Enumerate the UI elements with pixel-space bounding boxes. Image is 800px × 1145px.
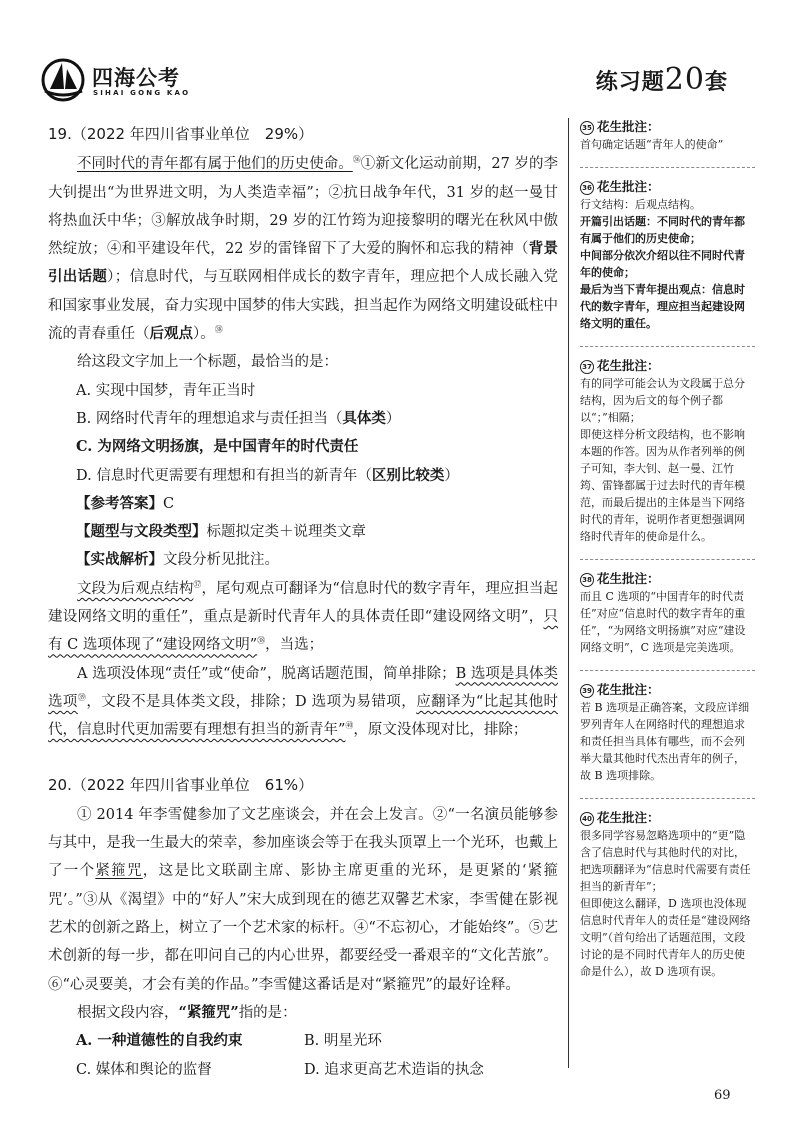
answer-line: 【参考答案】C [76,494,175,512]
note-36: 36 花生批注： 行文结构：后观点结构。 开篇引出话题：不同时代的青年都有属于他们的历史使命； 中间部分依次介绍以往不同时代青年的使命； 最后为当下青年提出观点：信息时代的数字青年，理应担当起建设网络文明的重任。 [580,179,745,330]
question-20-passage: ① 2014 年李雪健参加了文艺座谈会，并在会上发言。②“一名演员能够参与其中，是我一生最大的荣幸，参加座谈会等于在我头顶罩上一个光环，也戴上了一个紧箍咒，这是比文联副主席、影协主席更重的光环，是更紧的‘紧箍咒’。”③从《渴望》中的“好人”宋大成到现在的德艺双馨艺术家，李雪健在影视艺术的创新之路上，树立了一个艺术家的标杆。④“不忘初心，才能始终”。⑤艺术创新的每一步，都在叩问自己的内心世界，都要经受一番艰辛的“文化苦旅”。⑥“心灵要美，才会有美的作品。”李雪健这番话是对“紧箍咒”的最好诠释。 [48,806,559,993]
side-notes [580,118,755,994]
question-20-prompt: 根据文段内容，“紧箍咒”指的是： [77,1003,297,1021]
note-35: 35 花生批注： 首句确定话题“青年人的使命” [580,119,724,151]
question-19-passage: 不同时代的青年都有属于他们的历史使命。$^㊱$①新文化运动前期，27 岁的李大钊提出“为世界进文明，为人类造幸福”；②抗日战争年代，31 岁的赵一曼甘将热血沃中华；③解放战争时期，29 岁的江竹筠为迎接黎明的曙光在秋风中傲然绽放；④和平建设年代，22 岁的雷锋留下了大爱的胸怀和忘我的精神（背景引出话题）；信息时代，与互联网相伴成长的数字青年，理应把个人成长融入党和国家事业发展，奋力实现中国梦的伟大实践，担当起作为网络文明建设砥柱中流的青春重任（后观点）。$^㊳$ [48,155,559,343]
options-row-2 [48,1056,558,1084]
set-title: 练习题20套 [595,62,728,97]
question-20-header: 20.（2022 年四川省事业单位 61%） [48,775,314,794]
analysis-paragraph-1: 文段为后观点结构$^㊲$，尾句观点可翻译为“信息时代的数字青年，理应担当起建设网络文明的重任”，重点是新时代青年人的具体责任即“建设网络文明”，只有 C 选项体现了“建设网络文明”$^㊳$，当选； [48,579,559,654]
option-a: A. 一种道德性的自我约束 [76,1032,243,1050]
note-40: 40 花生批注： 很多同学容易忽略选项中的“更”隐含了信息时代与其他时代的对比，把选项翻译为“信息时代需要有责任担当的新青年”； 但即使这么翻译，D 选项也没体现信息时代青年人的责任是“建设网络文明”（首句给出了话题范围，文段讨论的是不同时代青年人的历史使命是什么），故 D 选项有误。 [580,810,751,978]
type-line: 【题型与文段类型】标题拟定类＋说理类文章 [76,523,366,541]
divider [580,798,755,799]
column-divider [568,118,569,1068]
option-c: C. 为网络文明扬旗，是中国青年的时代责任 [76,438,359,456]
logo-subtext: SIHAI GONG KAO [93,89,191,97]
note-37: 37 花生批注： 有的同学可能会认为文段属于总分结构，因为后文的每个例子都以“；”相隔； 即使这样分析文段结构，也不影响本题的作答。因为从作者列举的例子可知，李大钊、赵一曼、江竹筠、雷锋都属于过去时代的青年模范，而最后提出的主体是当下网络时代的青年，说明作者更想强调网络时代青年的使命是什么。 [580,358,745,543]
note-39: 39 花生批注： 若 B 选项是正确答案，文段应详细罗列青年人在网络时代的理想追求和责任担当具体有哪些，而不会列举大量其他时代杰出青年的例子，故 B 选项排除。 [580,682,750,782]
option-b: B. 明星光环 [304,1033,382,1050]
option-d: D. 信息时代更需要有理想和有担当的新青年（区别比较类） [76,466,459,484]
note-number-badge: 39 [580,684,594,698]
note-number-badge: 35 [580,121,594,135]
question-19-header: 19.（2022 年四川省事业单位 29%） [48,125,314,143]
option-c: C. 媒体和舆论的监督 [76,1061,212,1078]
option-d: D. 追求更高艺术造诣的执念 [304,1061,484,1078]
divider [580,670,755,671]
option-a: A. 实现中国梦，青年正当时 [76,382,256,399]
note-38: 38 花生批注： 而且 C 选项的“中国青年的时代责任”对应“信息时代的数字青年的重任”，“为网络文明扬旗”对应“建设网络文明”，C 选项是完美选项。 [580,571,746,654]
options-row-1 [48,1027,558,1055]
divider [580,346,755,347]
note-number-badge: 36 [580,181,594,195]
note-number-badge: 37 [580,360,594,374]
note-number-badge: 40 [580,812,594,826]
page-number: 69 [714,1088,731,1103]
main-content [48,120,558,1084]
analysis-paragraph-2: A 选项没体现“责任”或“使命”，脱离话题范围，简单排除；B 选项是具体类选项$^㊴$，文段不是具体类文段，排除；D 选项为易错项，应翻译为“比起其他时代，信息时代更加需要有理想有担当的新青年”$^㊵$，原文没体现对比，排除； [48,665,559,739]
question-19-prompt: 给这段文字加上一个标题，最恰当的是： [77,354,338,371]
divider [580,167,755,168]
option-b: B. 网络时代青年的理想追求与责任担当（具体类） [76,409,401,427]
logo-text: 四海公考 [92,66,180,90]
note-number-badge: 38 [580,573,594,587]
analysis-line: 【实战解析】文段分析见批注。 [76,551,279,569]
divider [580,559,755,560]
